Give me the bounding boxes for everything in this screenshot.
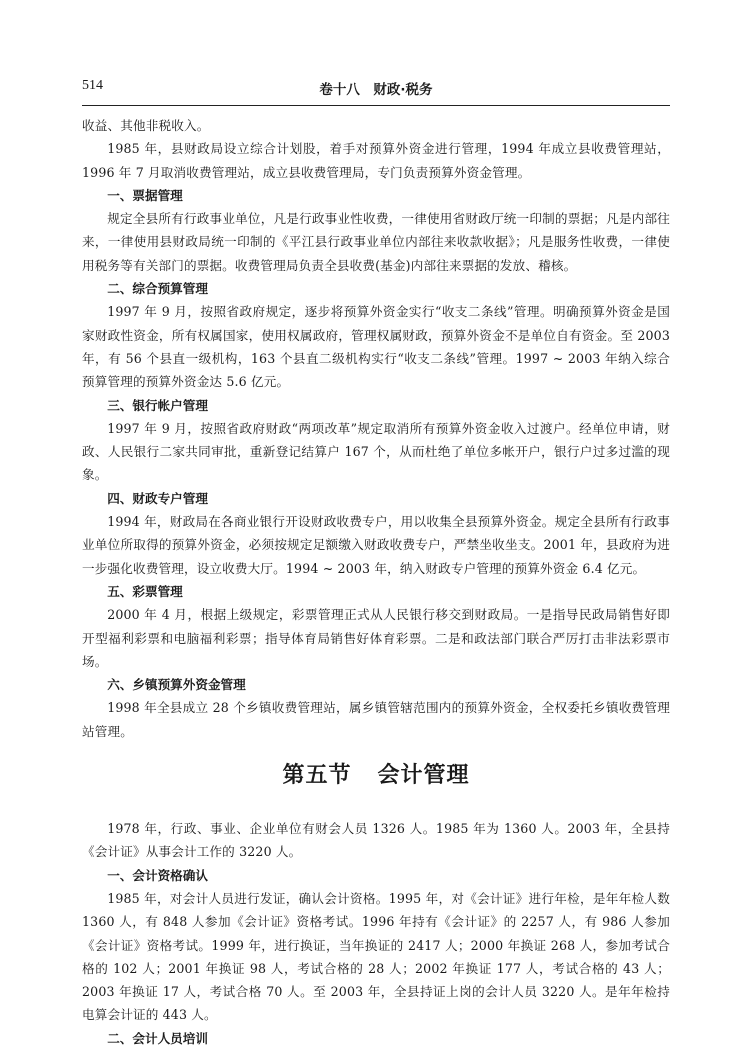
paragraph: 1985 年，对会计人员进行发证，确认会计资格。1995 年，对《会计证》进行年检，是年年检人数 1360 人，有 848 人参加《会计证》资格考试。1996 年持有《会计证》的 2257 人，有 986 人参加《会计证》资格考试。1999 年，进行换证，当年换证的 2417 人；2000 年换证 268 人，参加考试合格的 102 人；2001 年换证 98 人，考试合格的 28 人；2002 年换证 177 人，考试合格的 43 人；2003 年换证 17 人，考试合格 70 人。至 2003 年，全县持证上岗的会计人员 3220 人。是年年检持电算会计证的 443 人。 bbox=[82, 890, 670, 1023]
paragraph: 1994 年，财政局在各商业银行开设财政收费专户，用以收集全县预算外资金。规定全县所有行政事业单位所取得的预算外资金，必须按规定足额缴入财政收费专户，严禁坐收坐支。2001 年，县政府为进一步强化收费管理，设立收费大厅。1994 ~ 2003 年，纳入财政专户管理的预算外资金 6.4 亿元。 bbox=[82, 514, 670, 576]
paragraph: 规定全县所有行政事业单位，凡是行政事业性收费，一律使用省财政厅统一印制的票据；凡是内部往来，一律使用县财政局统一印制的《平江县行政事业单位内部往来收款收据》；凡是服务性收费，一律使用税务等有关部门的票据。收费管理局负责全县收费(基金)内部往来票据的发放、稽核。 bbox=[82, 211, 670, 273]
section-title bbox=[82, 761, 670, 791]
subsection-heading: 五、彩票管理 bbox=[107, 583, 183, 599]
subsection-heading: 二、综合预算管理 bbox=[107, 281, 208, 297]
page-number: 514 bbox=[82, 78, 103, 93]
chapter-title: 卷十八 财政·税务 bbox=[319, 82, 433, 98]
paragraph: 1985 年，县财政局设立综合计划股，着手对预算外资金进行管理，1994 年成立县收费管理站，1996 年 7 月取消收费管理站，成立县收费管理局，专门负责预算外资金管理。 bbox=[82, 141, 670, 180]
paragraph: 1997 年 9 月，按照省政府财政“两项改革”规定取消所有预算外资金收入过渡户。经单位申请，财政、人民银行二家共同审批，重新登记结算户 167 个，从而杜绝了单位多帐开户，银行户过多过滥的现象。 bbox=[82, 420, 670, 483]
subsection-heading: 六、乡镇预算外资金管理 bbox=[107, 677, 246, 693]
subsection-heading: 一、票据管理 bbox=[107, 187, 183, 203]
paragraph: 2000 年 4 月，根据上级规定，彩票管理正式从人民银行移交到财政局。一是指导民政局销售好即开型福利彩票和电脑福利彩票；指导体育局销售好体育彩票。二是和政法部门联合严厉打击非法彩票市场。 bbox=[82, 607, 670, 669]
subsection-heading: 二、会计人员培训 bbox=[107, 1030, 208, 1046]
paragraph: 1997 年 9 月，按照省政府规定，逐步将预算外资金实行“收支二条线”管理。明确预算外资金是国家财政性资金，所有权属国家，使用权属政府，管理权属财政，预算外资金不是单位自有资金。至 2003 年，有 56 个县直一级机构，163 个县直二级机构实行“收支二条线”管理。1997 ~ 2003 年纳入综合预算管理的预算外资金达 5.6 亿元。 bbox=[82, 304, 670, 390]
subsection-heading: 一、会计资格确认 bbox=[107, 867, 208, 883]
paragraph: 1998 年全县成立 28 个乡镇收费管理站，属乡镇管辖范围内的预算外资金，全权委托乡镇收费管理站管理。 bbox=[82, 700, 670, 739]
section-number: 第五节 bbox=[282, 763, 352, 789]
subsection-heading: 三、银行帐户管理 bbox=[107, 397, 208, 413]
paragraph-continued: 收益、其他非税收入。 bbox=[82, 118, 210, 133]
subsection-heading: 四、财政专户管理 bbox=[107, 490, 208, 506]
page-body bbox=[82, 114, 670, 1050]
document-page bbox=[82, 78, 670, 1050]
paragraph: 1978 年，行政、事业、企业单位有财会人员 1326 人。1985 年为 1360 人。2003 年，全县持《会计证》从事会计工作的 3220 人。 bbox=[82, 821, 670, 860]
running-header bbox=[82, 78, 670, 106]
section-name: 会计管理 bbox=[377, 763, 470, 789]
